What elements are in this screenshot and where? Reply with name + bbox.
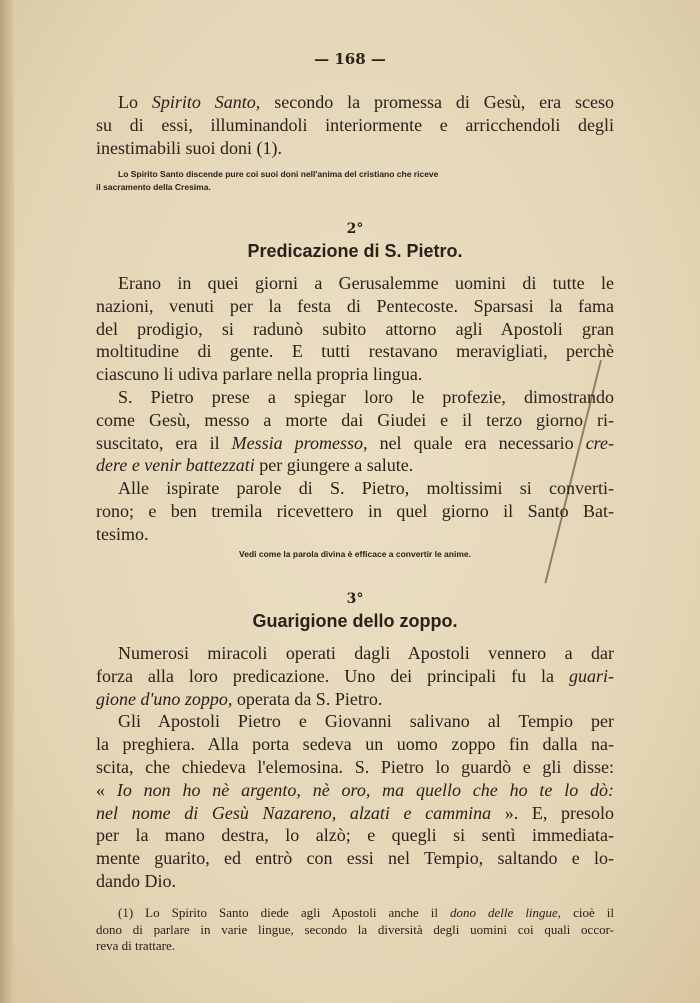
- text-line: [96, 523, 614, 546]
- text-span: (1) Lo Spirito Santo diede agli Apostoli anche il: [118, 905, 451, 920]
- section-title: Predicazione di S. Pietro.: [247, 241, 463, 261]
- text-line: [96, 386, 614, 409]
- text-line: [96, 409, 614, 432]
- italic-text: guari-: [569, 665, 614, 686]
- text-span: reva di trattare.: [96, 938, 176, 953]
- section-guarigione: [96, 568, 614, 893]
- text-line: [96, 340, 614, 363]
- text-line: [96, 642, 614, 665]
- italic-text: Messia promesso,: [231, 432, 368, 453]
- note-cresima: [96, 168, 614, 194]
- page-edge: [0, 0, 14, 1003]
- text-span: tesimo.: [96, 523, 149, 544]
- section-note: Vedi come la parola divina è efficace a convertir le anime.: [239, 548, 471, 559]
- italic-text: gione d'uno zoppo,: [96, 688, 233, 709]
- italic-text: nel nome di Gesù Nazareno, alzati e cammina: [96, 802, 492, 823]
- text-span: mente guarito, ed entrò con essi nel Tempio, saltando e lo-: [96, 848, 614, 869]
- section-number: 2°: [346, 221, 364, 237]
- text-line: [96, 938, 614, 955]
- text-line: [96, 756, 614, 779]
- text-span: suscitato, era il: [96, 432, 232, 453]
- text-line: [96, 500, 614, 523]
- italic-text: Spirito Santo,: [151, 92, 261, 112]
- text-span: inestimabili suoi doni (1).: [96, 137, 282, 158]
- italic-text: dono delle lingue,: [450, 905, 562, 920]
- text-line: [96, 870, 614, 893]
- section-title: Guarigione dello zoppo.: [252, 611, 458, 631]
- text-span: rono; e ben tremila ricevettero in quel giorno il Santo Bat-: [96, 500, 614, 521]
- text-span: moltitudine di gente. E tutti restavano meravigliati, perchè: [96, 341, 614, 362]
- text-span: S. Pietro prese a spiegar loro le profezie, dimostrando: [118, 386, 614, 407]
- text-line: [96, 114, 614, 137]
- text-line: [96, 824, 614, 847]
- text-span: ciascuno li udiva parlare nella propria lingua.: [96, 364, 423, 385]
- text-span: per la mano destra, lo alzò; e quegli si sentì immediata-: [96, 825, 614, 846]
- text-line: [96, 432, 614, 455]
- text-line: [96, 710, 614, 733]
- text-span: Erano in quei giorni a Gerusalemme uomini di tutte le: [118, 273, 614, 293]
- footnote: [96, 905, 614, 955]
- text-span: dando Dio.: [96, 870, 176, 891]
- text-line: [96, 665, 614, 688]
- text-span: secondo la promessa di Gesù, era sceso: [260, 92, 614, 112]
- page-number: — 168 —: [314, 50, 386, 68]
- text-span: ». E, presolo: [491, 802, 615, 823]
- text-span: operata da S. Pietro.: [232, 688, 383, 709]
- text-line: [96, 733, 614, 756]
- text-line: [96, 802, 614, 825]
- italic-text: Io non ho nè argento, nè oro, ma quello che ho te lo dò:: [116, 779, 615, 800]
- text-line: [96, 922, 614, 939]
- text-line: [96, 295, 614, 318]
- text-line: [96, 779, 614, 802]
- text-span: cioè il: [561, 905, 614, 920]
- text-line: [96, 454, 614, 477]
- text-span: «: [96, 779, 117, 800]
- text-span: Lo: [118, 92, 152, 112]
- text-line: [96, 272, 614, 295]
- text-span: nel quale era necessario: [367, 432, 586, 453]
- section-number: 3°: [346, 591, 364, 607]
- intro-paragraph: [96, 91, 614, 159]
- text-line: [96, 688, 614, 711]
- text-span: Alle ispirate parole di S. Pietro, moltissimi si converti-: [118, 478, 614, 499]
- italic-text: cre-: [585, 432, 614, 453]
- text-span: la preghiera. Alla porta sedeva un uomo zoppo fin dalla na-: [96, 734, 614, 755]
- note-line: il sacramento della Cresima.: [96, 182, 211, 192]
- italic-text: dere e venir battezzati: [96, 455, 255, 476]
- text-span: dono di parlare in varie lingue, secondo la diversità degli uomini coi quali occor-: [96, 921, 614, 937]
- text-span: Gli Apostoli Pietro e Giovanni salivano al Tempio per: [118, 711, 614, 732]
- text-span: scita, che chiedeva l'elemosina. S. Pietro lo guardò e gli disse:: [96, 756, 614, 777]
- text-line: [96, 137, 614, 160]
- text-span: come Gesù, messo a morte dai Giudei e il terzo giorno ri-: [96, 409, 614, 430]
- text-line: [96, 847, 614, 870]
- text-span: Numerosi miracoli operati dagli Apostoli vennero a dar: [118, 643, 614, 663]
- text-span: per giungere a salute.: [254, 455, 414, 476]
- note-line: Lo Spirito Santo discende pure coi suoi doni nell'anima del cristiano che riceve: [118, 169, 439, 179]
- text-line: [96, 363, 614, 386]
- text-line: [96, 91, 614, 114]
- text-span: forza alla loro predicazione. Uno dei principali fu la: [96, 665, 569, 686]
- text-line: [96, 905, 614, 922]
- text-line: [96, 477, 614, 500]
- text-span: su di essi, illuminandoli interiormente e arricchendoli degli: [96, 114, 614, 135]
- text-span: del prodigio, si radunò subito attorno agli Apostoli gran: [96, 318, 614, 339]
- text-line: [96, 318, 614, 341]
- text-span: nazioni, venuti per la festa di Pentecoste. Sparsasi la fama: [96, 295, 614, 316]
- section-predicazione: [96, 198, 614, 561]
